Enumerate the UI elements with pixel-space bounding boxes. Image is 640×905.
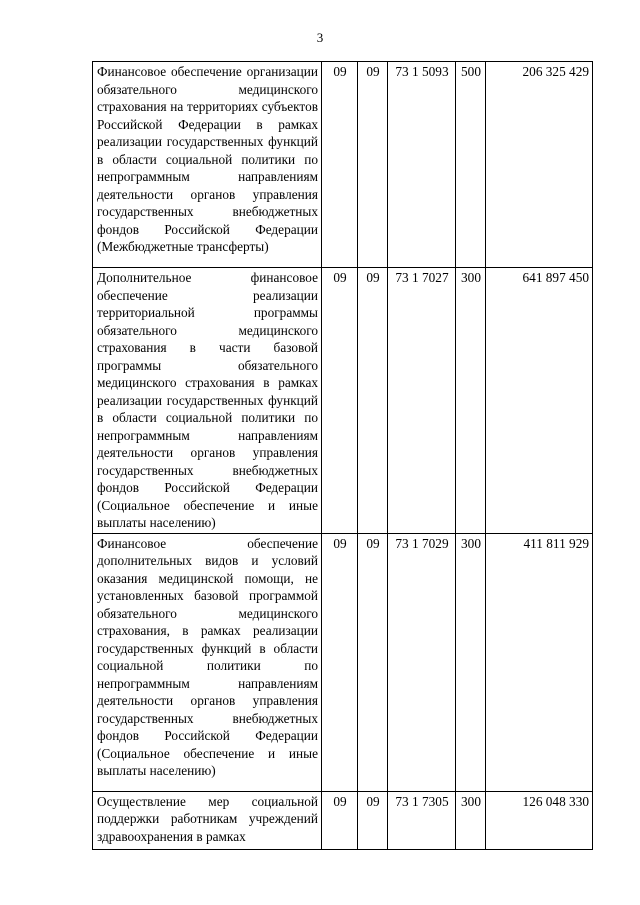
row-expense-type-code: 500 <box>456 62 486 268</box>
row-subsection-code: 09 <box>358 62 388 268</box>
row-subsection-code: 09 <box>358 533 388 791</box>
row-expense-type-code: 300 <box>456 533 486 791</box>
row-target-item-code: 73 1 7027 <box>388 268 456 534</box>
row-subsection-code: 09 <box>358 791 388 849</box>
row-name: Осуществление мер социальной поддержки работникам учреждений здравоохранения в рамках <box>93 791 322 849</box>
row-name: Финансовое обеспечение дополнительных видов и условий оказания медицинской помощи, не установленных базовой программой обязательного медицинского страхования, в рамках реализации государственных функций в области социальной политики по непрограммным направлениям деятельности органов управления государственных внебюджетных фондов Российской Федерации (Социальное обеспечение и иные выплаты населению) <box>93 533 322 791</box>
page-number: 3 <box>316 30 324 45</box>
row-section-code: 09 <box>322 268 358 534</box>
row-name: Дополнительное финансовое обеспечение реализации территориальной программы обязательного медицинского страхования в части базовой программы обязательного медицинского страхования в рамках реализации государственных функций в области социальной политики по непрограммным направлениям деятельности органов управления государственных внебюджетных фондов Российской Федерации (Социальное обеспечение и иные выплаты населению) <box>93 268 322 534</box>
budget-table <box>92 61 593 850</box>
row-target-item-code: 73 1 7305 <box>388 791 456 849</box>
row-expense-type-code: 300 <box>456 791 486 849</box>
table-row <box>93 533 593 791</box>
row-subsection-code: 09 <box>358 268 388 534</box>
row-amount: 411 811 929 <box>486 533 593 791</box>
row-target-item-code: 73 1 5093 <box>388 62 456 268</box>
row-amount: 641 897 450 <box>486 268 593 534</box>
row-expense-type-code: 300 <box>456 268 486 534</box>
table-row <box>93 268 593 534</box>
row-section-code: 09 <box>322 62 358 268</box>
table-row <box>93 791 593 849</box>
row-name: Финансовое обеспечение организации обязательного медицинского страхования на территориях субъектов Российской Федерации в рамках реализации государственных функций в области социальной политики по непрограммным направлениям деятельности органов управления государственных внебюджетных фондов Российской Федерации (Межбюджетные трансферты) <box>93 62 322 268</box>
table-row <box>93 62 593 268</box>
row-section-code: 09 <box>322 533 358 791</box>
row-amount: 206 325 429 <box>486 62 593 268</box>
row-target-item-code: 73 1 7029 <box>388 533 456 791</box>
row-amount: 126 048 330 <box>486 791 593 849</box>
row-section-code: 09 <box>322 791 358 849</box>
